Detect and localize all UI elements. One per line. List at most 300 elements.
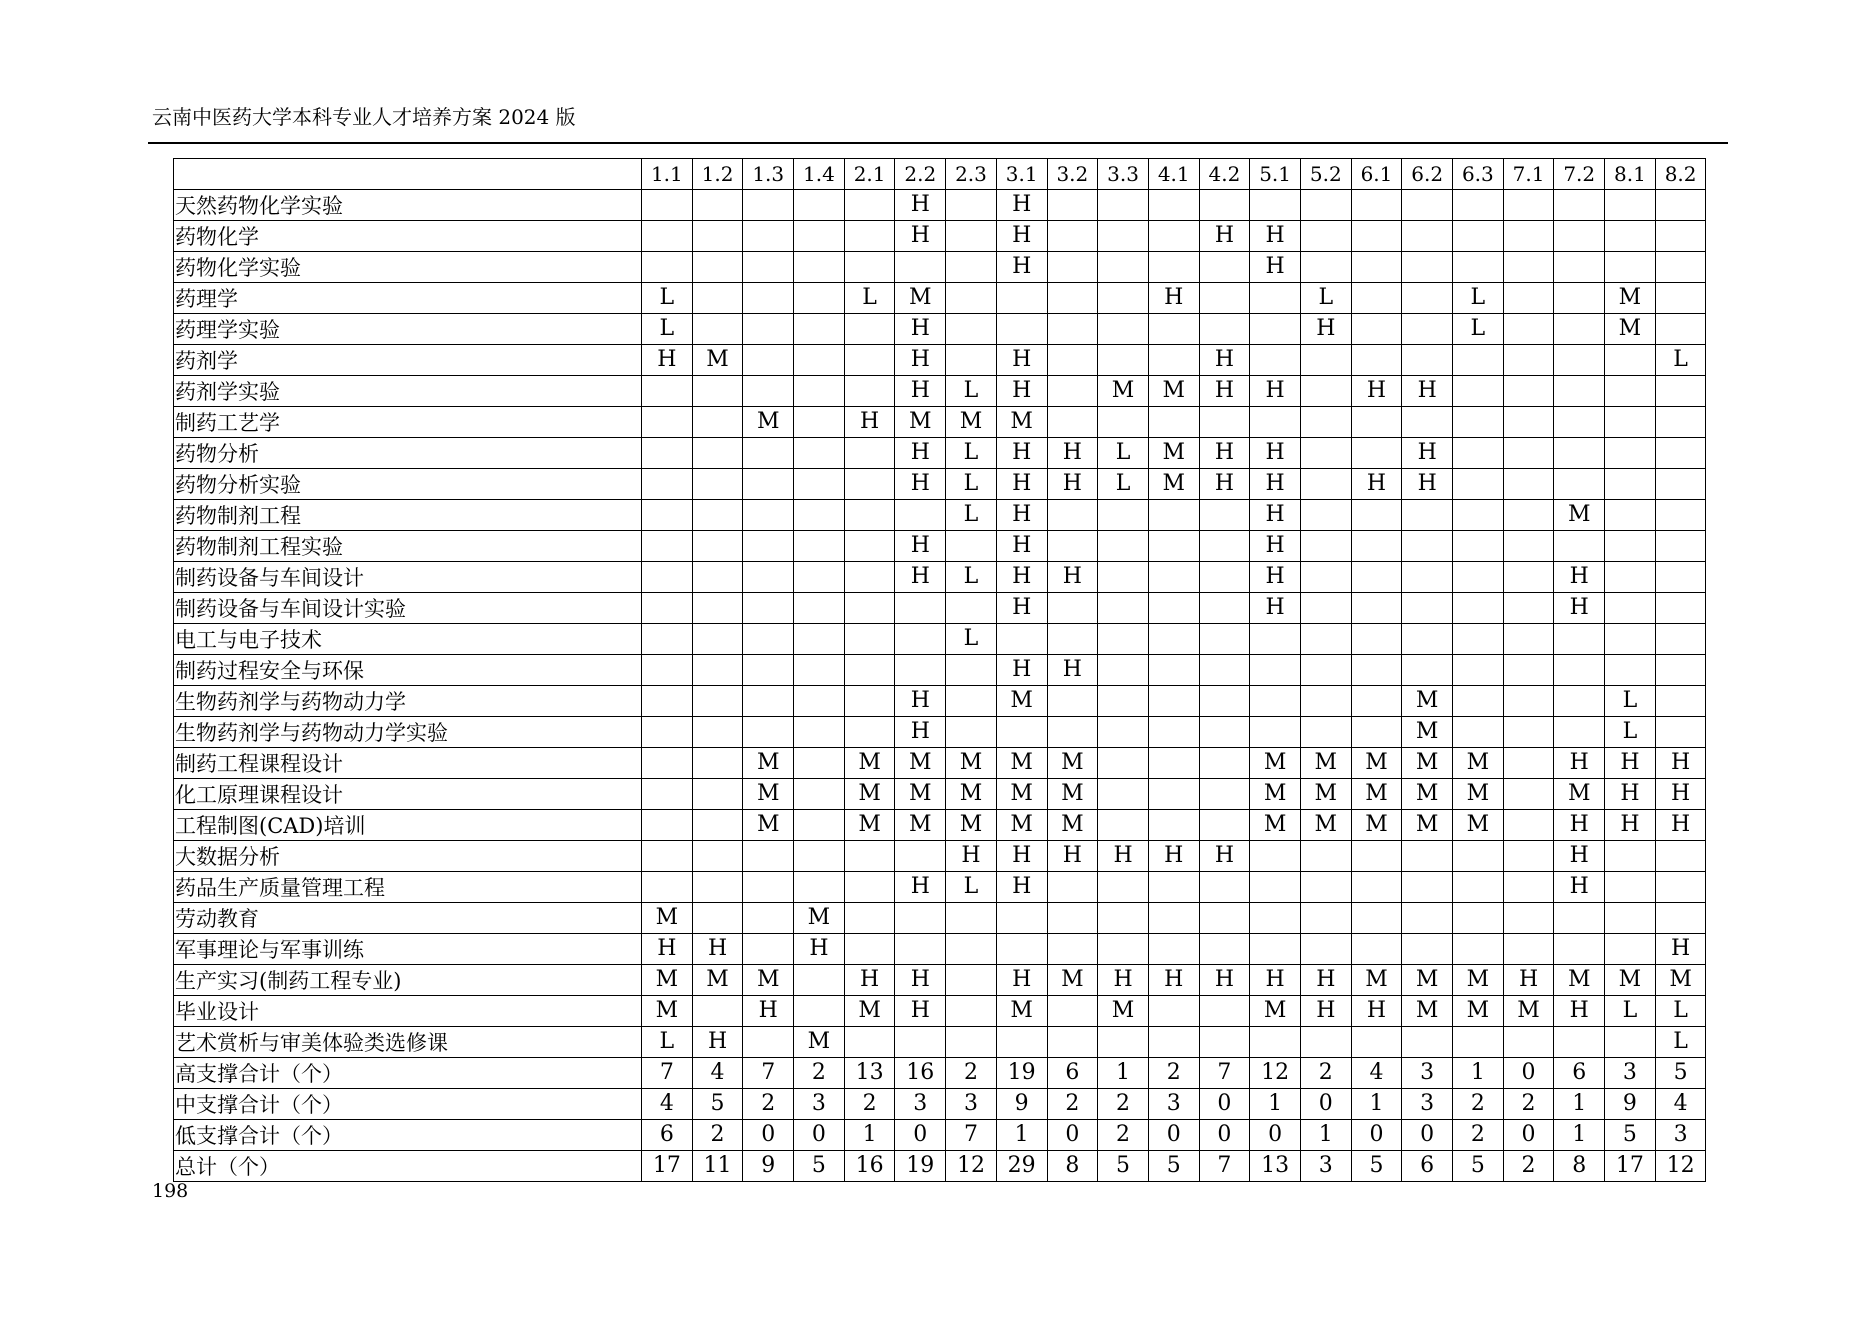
table-cell	[1148, 747, 1199, 778]
table-cell	[1655, 220, 1706, 251]
table-cell	[642, 778, 693, 809]
table-cell: H	[1554, 995, 1605, 1026]
table-cell	[1351, 189, 1402, 220]
table-cell: H	[844, 406, 895, 437]
table-cell	[642, 375, 693, 406]
table-cell: H	[1148, 282, 1199, 313]
table-cell: H	[1199, 840, 1250, 871]
table-cell: H	[1605, 809, 1656, 840]
table-cell	[844, 840, 895, 871]
table-cell: M	[692, 344, 743, 375]
table-cell: L	[1605, 716, 1656, 747]
table-cell: H	[996, 654, 1047, 685]
row-label: 天然药物化学实验	[174, 189, 642, 220]
table-cell: M	[1402, 995, 1453, 1026]
table-cell: 2	[1503, 1088, 1554, 1119]
table-cell: 3	[1300, 1150, 1351, 1181]
table-cell: 9	[996, 1088, 1047, 1119]
table-cell	[946, 654, 997, 685]
table-cell: H	[642, 344, 693, 375]
table-cell	[1554, 716, 1605, 747]
table-cell	[1250, 1026, 1301, 1057]
table-cell	[1300, 437, 1351, 468]
header-corner-cell	[174, 159, 642, 190]
table-cell: H	[1300, 995, 1351, 1026]
table-cell	[1351, 282, 1402, 313]
column-header: 6.1	[1351, 159, 1402, 190]
table-cell: M	[1250, 778, 1301, 809]
table-cell: M	[1402, 964, 1453, 995]
table-cell	[895, 1026, 946, 1057]
table-cell	[1148, 251, 1199, 282]
table-cell	[1148, 530, 1199, 561]
table-cell	[1503, 1026, 1554, 1057]
row-label: 药物制剂工程实验	[174, 530, 642, 561]
table-cell	[692, 654, 743, 685]
table-cell	[642, 561, 693, 592]
table-cell	[692, 809, 743, 840]
table-cell	[794, 499, 845, 530]
table-cell	[1655, 406, 1706, 437]
table-cell	[1351, 1026, 1402, 1057]
table-cell	[743, 251, 794, 282]
table-cell	[1605, 437, 1656, 468]
table-cell: 6	[642, 1119, 693, 1150]
table-cell	[1199, 189, 1250, 220]
table-cell	[1047, 251, 1098, 282]
table-cell: M	[743, 747, 794, 778]
table-cell: 2	[1148, 1057, 1199, 1088]
table-cell	[1453, 840, 1504, 871]
row-label: 生产实习(制药工程专业)	[174, 964, 642, 995]
table-cell	[1503, 933, 1554, 964]
table-cell	[794, 406, 845, 437]
table-row	[174, 282, 1706, 313]
table-cell	[996, 1026, 1047, 1057]
table-cell	[642, 220, 693, 251]
table-cell	[1300, 902, 1351, 933]
table-cell	[1402, 282, 1453, 313]
table-cell	[1655, 654, 1706, 685]
table-row	[174, 623, 1706, 654]
table-cell: 12	[1655, 1150, 1706, 1181]
table-cell: H	[996, 189, 1047, 220]
table-cell: 4	[1655, 1088, 1706, 1119]
table-cell	[1098, 1026, 1149, 1057]
table-cell	[1605, 592, 1656, 623]
table-cell	[996, 933, 1047, 964]
table-cell	[1655, 313, 1706, 344]
table-cell: M	[1300, 747, 1351, 778]
table-cell: 2	[1453, 1119, 1504, 1150]
table-cell: 2	[1098, 1119, 1149, 1150]
table-cell	[1199, 933, 1250, 964]
table-cell	[794, 530, 845, 561]
table-cell	[692, 499, 743, 530]
table-cell	[1453, 437, 1504, 468]
table-cell: 8	[1554, 1150, 1605, 1181]
table-cell: L	[946, 561, 997, 592]
table-cell: 2	[1098, 1088, 1149, 1119]
table-cell	[1300, 375, 1351, 406]
table-cell	[1047, 530, 1098, 561]
table-cell: M	[1250, 995, 1301, 1026]
table-cell: 19	[996, 1057, 1047, 1088]
table-cell	[692, 313, 743, 344]
table-cell	[692, 282, 743, 313]
table-cell	[1453, 592, 1504, 623]
table-cell	[1453, 716, 1504, 747]
table-cell: H	[895, 468, 946, 499]
table-cell	[743, 282, 794, 313]
table-cell	[1503, 592, 1554, 623]
table-cell	[642, 809, 693, 840]
table-cell	[743, 1026, 794, 1057]
table-cell	[1148, 902, 1199, 933]
row-label: 电工与电子技术	[174, 623, 642, 654]
table-body	[174, 189, 1706, 1181]
table-cell: 3	[1148, 1088, 1199, 1119]
table-cell	[1605, 468, 1656, 499]
table-cell	[692, 623, 743, 654]
table-cell	[1300, 1026, 1351, 1057]
table-cell: 5	[794, 1150, 845, 1181]
table-cell	[1453, 871, 1504, 902]
table-cell	[1655, 499, 1706, 530]
table-cell	[1300, 220, 1351, 251]
table-cell	[1605, 344, 1656, 375]
table-cell: M	[1605, 313, 1656, 344]
table-cell	[1148, 716, 1199, 747]
table-cell: 3	[946, 1088, 997, 1119]
table-cell	[1655, 437, 1706, 468]
table-cell: H	[1351, 995, 1402, 1026]
table-cell	[1098, 561, 1149, 592]
table-cell	[946, 251, 997, 282]
table-cell	[1047, 902, 1098, 933]
row-label: 大数据分析	[174, 840, 642, 871]
table-cell: L	[1605, 685, 1656, 716]
table-cell: L	[946, 623, 997, 654]
table-cell	[1453, 251, 1504, 282]
table-cell	[946, 282, 997, 313]
row-label: 中支撑合计（个）	[174, 1088, 642, 1119]
table-cell	[1453, 654, 1504, 685]
column-header: 5.1	[1250, 159, 1301, 190]
table-cell: M	[794, 902, 845, 933]
table-cell: H	[1300, 964, 1351, 995]
table-row	[174, 871, 1706, 902]
table-cell	[1351, 933, 1402, 964]
table-cell: 5	[1453, 1150, 1504, 1181]
table-cell: 5	[1351, 1150, 1402, 1181]
table-cell	[1503, 282, 1554, 313]
table-cell	[743, 561, 794, 592]
table-row	[174, 747, 1706, 778]
table-cell	[642, 623, 693, 654]
table-cell	[1503, 778, 1554, 809]
table-cell: 1	[1300, 1119, 1351, 1150]
table-cell: H	[1250, 561, 1301, 592]
table-cell	[895, 592, 946, 623]
table-cell	[1098, 499, 1149, 530]
table-cell	[642, 437, 693, 468]
table-cell: M	[996, 685, 1047, 716]
table-cell	[1605, 561, 1656, 592]
table-cell: 0	[1047, 1119, 1098, 1150]
table-cell	[1503, 623, 1554, 654]
table-cell	[1503, 406, 1554, 437]
table-row	[174, 251, 1706, 282]
table-cell	[1199, 809, 1250, 840]
table-cell	[1605, 499, 1656, 530]
table-cell	[692, 778, 743, 809]
table-row	[174, 840, 1706, 871]
table-cell: 2	[692, 1119, 743, 1150]
table-cell	[1402, 933, 1453, 964]
table-cell: 1	[1098, 1057, 1149, 1088]
table-cell	[1402, 530, 1453, 561]
table-cell	[1402, 840, 1453, 871]
table-cell: 2	[1047, 1088, 1098, 1119]
table-cell	[895, 933, 946, 964]
table-row	[174, 933, 1706, 964]
table-cell: H	[1351, 375, 1402, 406]
table-cell: M	[1351, 778, 1402, 809]
table-cell: 9	[1605, 1088, 1656, 1119]
table-cell	[1148, 685, 1199, 716]
table-cell	[1402, 344, 1453, 375]
table-cell	[1199, 1026, 1250, 1057]
table-cell	[1503, 375, 1554, 406]
table-cell	[1300, 654, 1351, 685]
table-cell	[1351, 623, 1402, 654]
table-cell	[1098, 406, 1149, 437]
table-cell	[996, 282, 1047, 313]
table-cell	[642, 189, 693, 220]
table-cell: H	[996, 561, 1047, 592]
table-row	[174, 964, 1706, 995]
table-cell: M	[1605, 964, 1656, 995]
table-cell	[794, 313, 845, 344]
table-cell	[946, 716, 997, 747]
table-cell: 4	[642, 1088, 693, 1119]
table-cell	[1300, 716, 1351, 747]
table-cell	[1554, 437, 1605, 468]
table-cell	[1047, 592, 1098, 623]
table-cell	[1351, 344, 1402, 375]
table-cell	[1655, 871, 1706, 902]
table-cell	[1351, 840, 1402, 871]
table-cell	[692, 561, 743, 592]
table-cell: H	[1655, 809, 1706, 840]
table-cell	[1655, 592, 1706, 623]
row-label: 制药工艺学	[174, 406, 642, 437]
table-cell: M	[996, 778, 1047, 809]
row-label: 劳动教育	[174, 902, 642, 933]
table-cell	[844, 251, 895, 282]
table-cell	[1655, 189, 1706, 220]
table-cell	[1148, 499, 1199, 530]
table-cell: M	[743, 964, 794, 995]
table-cell	[743, 840, 794, 871]
table-cell	[946, 964, 997, 995]
table-cell	[1199, 654, 1250, 685]
table-cell: 1	[1453, 1057, 1504, 1088]
table-cell	[946, 530, 997, 561]
column-header: 6.2	[1402, 159, 1453, 190]
table-cell	[1351, 220, 1402, 251]
table-cell: H	[1199, 964, 1250, 995]
table-cell: L	[1605, 995, 1656, 1026]
table-cell	[844, 902, 895, 933]
table-cell	[1351, 437, 1402, 468]
table-cell: M	[996, 809, 1047, 840]
table-cell: H	[946, 840, 997, 871]
table-cell: 0	[1503, 1057, 1554, 1088]
row-label: 药剂学实验	[174, 375, 642, 406]
table-row	[174, 561, 1706, 592]
column-header: 4.2	[1199, 159, 1250, 190]
table-cell: 0	[1402, 1119, 1453, 1150]
table-cell: H	[1148, 964, 1199, 995]
table-cell	[1300, 189, 1351, 220]
table-cell: M	[1554, 964, 1605, 995]
table-cell: M	[1554, 778, 1605, 809]
table-cell: M	[1351, 747, 1402, 778]
row-label: 药理学实验	[174, 313, 642, 344]
table-cell	[743, 654, 794, 685]
table-cell	[1503, 499, 1554, 530]
table-cell	[794, 282, 845, 313]
table-cell: 11	[692, 1150, 743, 1181]
table-cell: L	[642, 313, 693, 344]
table-cell	[743, 313, 794, 344]
table-cell	[1250, 189, 1301, 220]
table-cell: 3	[895, 1088, 946, 1119]
table-cell	[1098, 685, 1149, 716]
table-cell	[1047, 1026, 1098, 1057]
table-cell	[1453, 468, 1504, 499]
table-cell	[1453, 375, 1504, 406]
row-label: 药物化学	[174, 220, 642, 251]
table-cell: M	[1503, 995, 1554, 1026]
table-cell: H	[1250, 437, 1301, 468]
table-cell: 4	[1351, 1057, 1402, 1088]
table-cell	[1351, 685, 1402, 716]
table-cell	[946, 995, 997, 1026]
table-cell	[1199, 685, 1250, 716]
table-cell: H	[1300, 313, 1351, 344]
row-label: 制药设备与车间设计实验	[174, 592, 642, 623]
table-cell	[1199, 778, 1250, 809]
table-cell: M	[1554, 499, 1605, 530]
table-cell: L	[1655, 995, 1706, 1026]
table-cell	[1605, 530, 1656, 561]
table-cell: M	[1402, 716, 1453, 747]
table-cell: 7	[946, 1119, 997, 1150]
table-cell: H	[1148, 840, 1199, 871]
table-cell: H	[1098, 964, 1149, 995]
table-cell: M	[1148, 437, 1199, 468]
table-row	[174, 189, 1706, 220]
table-cell	[895, 902, 946, 933]
table-cell	[1554, 189, 1605, 220]
table-cell	[895, 499, 946, 530]
table-cell	[1199, 995, 1250, 1026]
table-cell: M	[1047, 747, 1098, 778]
table-cell: H	[844, 964, 895, 995]
table-cell: H	[996, 871, 1047, 902]
table-cell: 0	[895, 1119, 946, 1150]
table-cell	[1402, 902, 1453, 933]
table-cell: H	[895, 964, 946, 995]
row-label: 生物药剂学与药物动力学	[174, 685, 642, 716]
column-header: 1.3	[743, 159, 794, 190]
table-cell	[1605, 871, 1656, 902]
table-cell	[1047, 623, 1098, 654]
table-cell	[1453, 344, 1504, 375]
table-cell	[1655, 840, 1706, 871]
table-row	[174, 1150, 1706, 1181]
table-cell: H	[692, 933, 743, 964]
table-cell	[1655, 902, 1706, 933]
table-cell: H	[642, 933, 693, 964]
table-cell	[692, 251, 743, 282]
table-cell: H	[1250, 530, 1301, 561]
table-cell: H	[1250, 964, 1301, 995]
table-cell	[692, 995, 743, 1026]
table-cell	[1300, 623, 1351, 654]
table-cell: 7	[1199, 1150, 1250, 1181]
table-cell	[1047, 375, 1098, 406]
table-cell: 1	[844, 1119, 895, 1150]
table-cell	[1554, 1026, 1605, 1057]
table-cell	[1300, 933, 1351, 964]
table-cell	[794, 592, 845, 623]
table-cell	[1453, 933, 1504, 964]
table-cell	[1503, 344, 1554, 375]
table-cell: L	[1453, 282, 1504, 313]
table-cell	[1098, 809, 1149, 840]
table-cell: H	[1554, 561, 1605, 592]
table-cell: M	[844, 809, 895, 840]
table-cell	[1402, 871, 1453, 902]
table-cell	[1098, 220, 1149, 251]
table-cell: H	[1554, 871, 1605, 902]
table-cell: 7	[642, 1057, 693, 1088]
table-cell: H	[1199, 220, 1250, 251]
table-cell	[844, 220, 895, 251]
table-cell: M	[895, 282, 946, 313]
row-label: 艺术赏析与审美体验类选修课	[174, 1026, 642, 1057]
table-cell	[1199, 282, 1250, 313]
table-cell	[1148, 871, 1199, 902]
table-cell: H	[1047, 840, 1098, 871]
table-cell: M	[1453, 964, 1504, 995]
row-label: 低支撑合计（个）	[174, 1119, 642, 1150]
table-cell	[996, 313, 1047, 344]
table-cell: M	[996, 747, 1047, 778]
table-row	[174, 220, 1706, 251]
table-cell	[743, 592, 794, 623]
table-row	[174, 778, 1706, 809]
table-cell	[1250, 344, 1301, 375]
column-header: 8.2	[1655, 159, 1706, 190]
table-cell: H	[1554, 592, 1605, 623]
table-cell	[844, 871, 895, 902]
table-cell	[1605, 1026, 1656, 1057]
